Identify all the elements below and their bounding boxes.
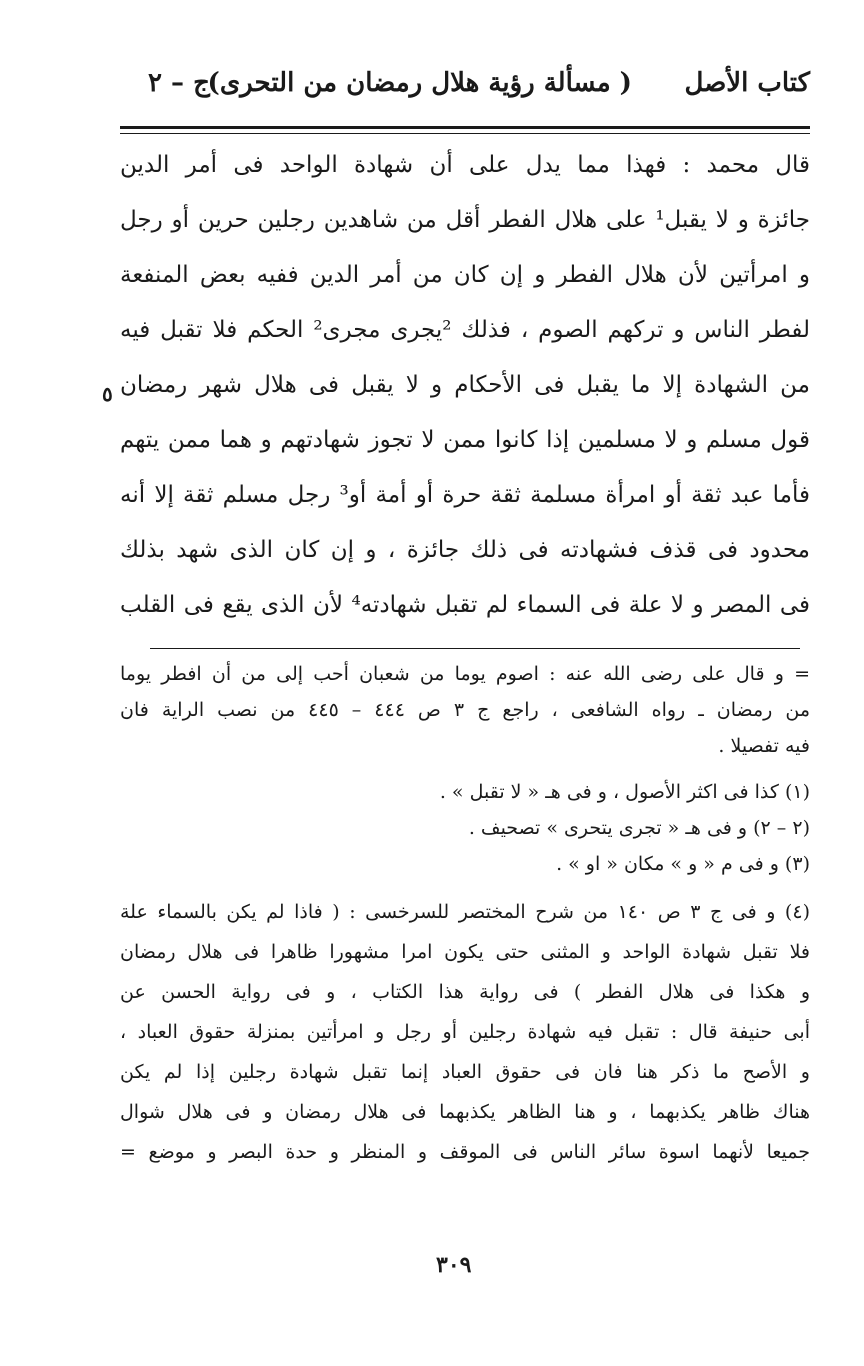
chapter-title: ( مسألة رؤية هلال رمضان من التحرى)	[207, 68, 632, 98]
main-text	[120, 138, 810, 633]
header-rule-thin	[120, 133, 810, 134]
book-title: كتاب الأصل	[684, 68, 810, 98]
note-continuation-line: = و قال على رضى الله عنه : اصوم يوما من شعبان أحب إلى من أن افطر يوما	[120, 663, 810, 685]
line-marker: ٥	[102, 382, 113, 406]
text-line: فأما عبد ثقة أو امرأة مسلمة ثقة حرة أو أمة أو³ رجل مسلم ثقة إلا أنه	[120, 482, 810, 508]
note-continuation-line: فيه تفصيلا .	[718, 735, 810, 757]
text-line: و امرأتين لأن هلال الفطر و إن كان من أمر الدين ففيه بعض المنفعة	[120, 262, 810, 288]
page-number: ٣٠٩	[436, 1252, 472, 1278]
footnotes-section	[120, 656, 810, 1172]
text-line: محدود فى قذف فشهادته فى ذلك جائزة ، و إن كان الذى شهد بذلك	[120, 537, 810, 563]
footnote-divider	[150, 648, 800, 649]
footnote-1: (١) كذا فى اكثر الأصول ، و فى هـ « لا تقبل » .	[439, 781, 810, 803]
running-header	[118, 68, 810, 120]
text-line: فى المصر و لا علة فى السماء لم تقبل شهادته⁴ لأن الذى يقع فى القلب	[120, 592, 810, 618]
header-rule-thick	[120, 126, 810, 129]
footnote-4	[120, 892, 810, 1172]
text-line: قال محمد : فهذا مما يدل على أن شهادة الواحد فى أمر الدين	[120, 152, 810, 178]
text-line: جائزة و لا يقبل¹ على هلال الفطر أقل من شاهدين رجلين حرين أو رجل	[120, 207, 810, 233]
footnote-4-line: فلا تقبل شهادة الواحد و المثنى حتى يكون امرا مشهورا ظاهرا فى هلال رمضان	[120, 941, 810, 963]
footnote-4-line: هناك ظاهر يكذبهما ، و هنا الظاهر يكذبهما فى هلال رمضان و فى هلال شوال	[120, 1101, 810, 1123]
footnote-3: (٣) و فى م « و » مكان « او » .	[556, 853, 810, 875]
footnote-4-line: جميعا لأنهما اسوة سائر الناس فى الموقف و المنظر و حدة البصر و موضع =	[120, 1141, 810, 1163]
footnote-4-line: و هكذا فى هلال الفطر ) فى رواية هذا الكتاب ، و فى رواية الحسن عن	[120, 981, 810, 1003]
note-continuation-line: من رمضان ـ رواه الشافعى ، راجع ج ٣ ص ٤٤٤ – ٤٤٥ من نصب الراية فان	[120, 699, 810, 721]
footnote-4-line: و الأصح ما ذكر هنا فان فى حقوق العباد إنما تقبل شهادة رجلين إذا لم يكن	[120, 1061, 810, 1083]
footnote-4-line: (٤) و فى ج ٣ ص ١٤٠ من شرح المختصر للسرخسى : ( فاذا لم يكن بالسماء علة	[120, 901, 810, 923]
volume-label: ج – ٢	[148, 68, 210, 98]
footnote-2: (٢ – ٢) و فى هـ « تجرى يتحرى » تصحيف .	[468, 817, 810, 839]
text-line: قول مسلم و لا مسلمين إذا كانوا ممن لا تجوز شهادتهم و هما ممن يتهم	[120, 427, 810, 453]
text-line: لفطر الناس و تركهم الصوم ، فذلك ²يجرى مجرى² الحكم فلا تقبل فيه	[120, 317, 810, 343]
text-line: من الشهادة إلا ما يقبل فى الأحكام و لا يقبل فى هلال شهر رمضان	[120, 372, 810, 398]
footnote-4-line: أبى حنيفة قال : تقبل فيه شهادة رجلين أو رجل و امرأتين بمنزلة حقوق العباد ،	[120, 1021, 810, 1043]
